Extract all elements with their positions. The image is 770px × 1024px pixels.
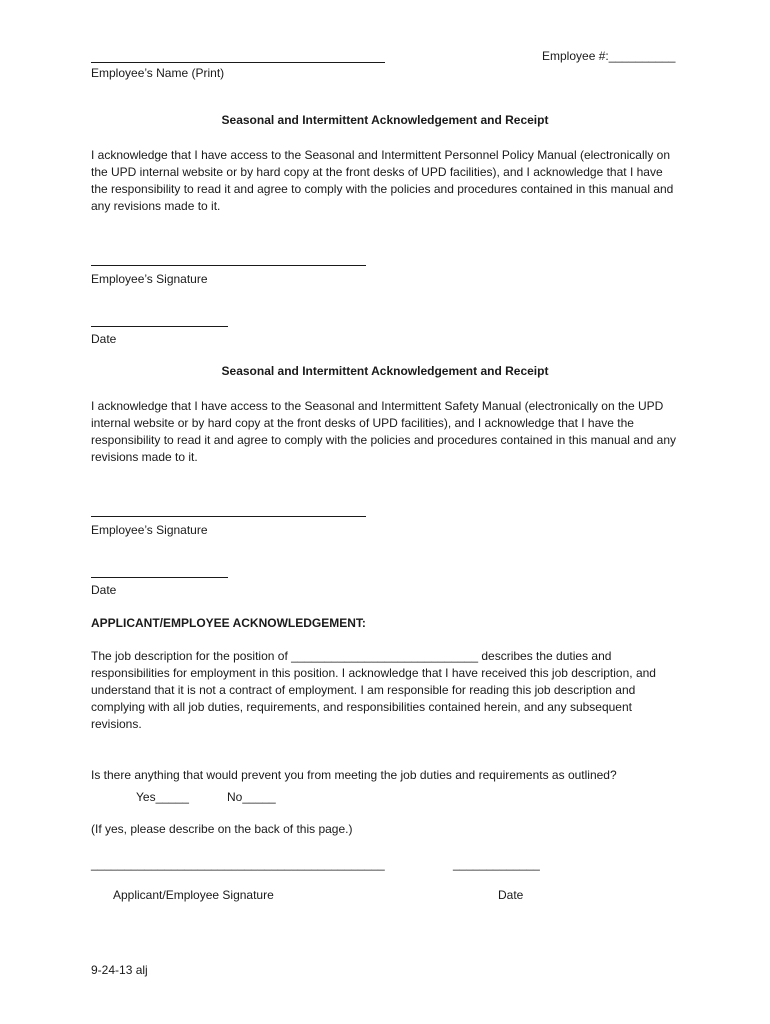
section1-signature-line[interactable] [91, 265, 366, 266]
section2-title: Seasonal and Intermittent Acknowledgement and Receipt [221, 364, 549, 378]
position-blank[interactable]: ____________________________ [291, 649, 478, 663]
section2-signature-line[interactable] [91, 516, 366, 517]
applicant-date-blank[interactable]: _____________ [453, 857, 540, 871]
section2-date-label: Date [91, 583, 117, 597]
section3-title: APPLICANT/EMPLOYEE ACKNOWLEDGEMENT: [91, 616, 366, 630]
yes-field[interactable]: Yes_____ [136, 790, 189, 804]
section3-body [91, 648, 681, 733]
employee-name-line[interactable] [91, 62, 385, 63]
employee-number-field[interactable]: Employee #:__________ [542, 49, 676, 63]
section1-signature-label: Employee’s Signature [91, 272, 208, 286]
describe-note: (If yes, please describe on the back of this page.) [91, 822, 353, 836]
section1-title: Seasonal and Intermittent Acknowledgement and Receipt [221, 113, 549, 127]
revision-footer: 9-24-13 alj [91, 963, 148, 977]
no-field[interactable]: No_____ [227, 790, 276, 804]
applicant-signature-blank[interactable]: ____________________________________________ [91, 857, 385, 871]
section3-body-prefix: The job description for the position of [91, 649, 288, 663]
employee-name-label: Employee’s Name (Print) [91, 66, 225, 80]
section2-body: I acknowledge that I have access to the Seasonal and Intermittent Safety Manual (electronically on the UPD internal website or by hard copy at the front desks of UPD facilities), and I acknowledge that I have the responsibility to read it and agree to comply with the policies and procedures contained in this manual and any revisions made to it. [91, 399, 677, 464]
prevent-question: Is there anything that would prevent you from meeting the job duties and requirements as outlined? [91, 768, 617, 782]
section1-body: I acknowledge that I have access to the Seasonal and Intermittent Personnel Policy Manual (electronically on the UPD internal website or by hard copy at the front desks of UPD facilities), and I acknowledge that I have the responsibility to read it and agree to comply with the policies and procedures contained in this manual and any revisions made to it. [91, 148, 674, 213]
section2-date-line[interactable] [91, 577, 228, 578]
applicant-date-label: Date [498, 888, 524, 902]
section1-date-label: Date [91, 332, 117, 346]
applicant-signature-label: Applicant/Employee Signature [113, 888, 274, 902]
section3-body-suffix: describes the duties and responsibilities for employment in this position. I acknowledge that I have received this job description, and understand that it is not a contract of employment. I am responsible for reading this job description and complying with all job duties, requirements, and responsibilities contained herein, and any subsequent revisions. [91, 649, 656, 731]
section2-signature-label: Employee’s Signature [91, 523, 208, 537]
section1-date-line[interactable] [91, 326, 228, 327]
